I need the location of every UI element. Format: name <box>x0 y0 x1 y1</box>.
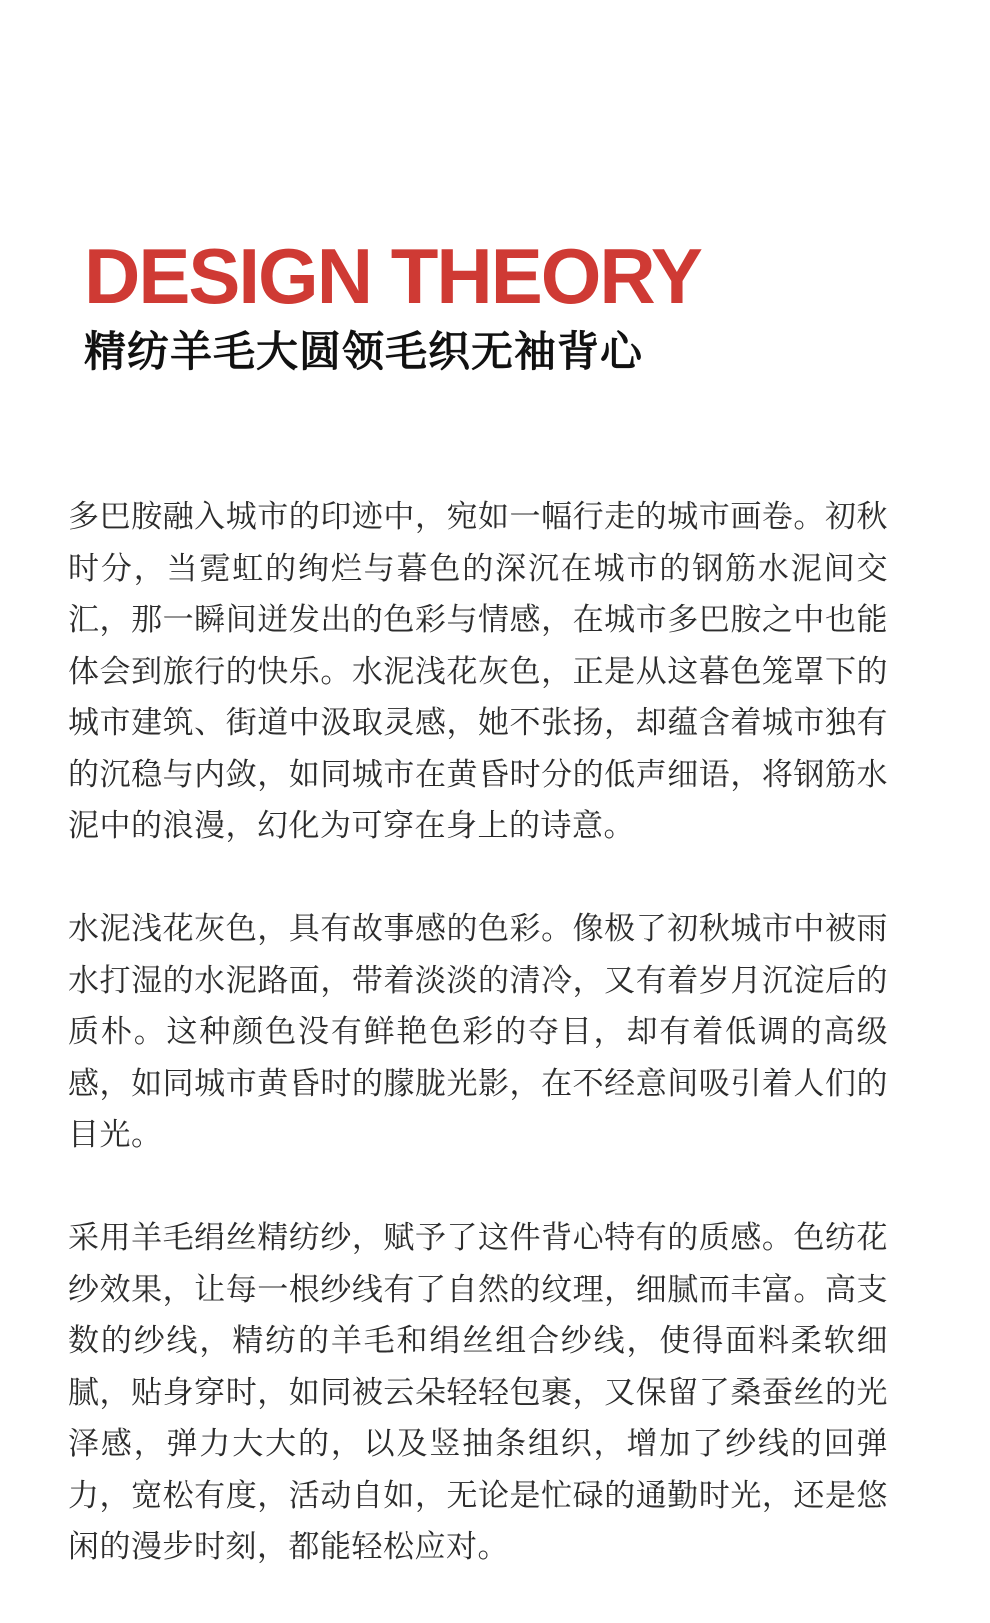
product-name-heading: 精纺羊毛大圆领毛织无袖背心 <box>84 327 644 376</box>
paragraph-color-story: 水泥浅花灰色，具有故事感的色彩。像极了初秋城市中被雨水打湿的水泥路面，带着淡淡的清冷，又有着岁月沉淀后的质朴。这种颜色没有鲜艳色彩的夺目，却有着低调的高级感，如同城市黄昏时的朦胧光影，在不经意间吸引着人们的目光。 <box>68 911 888 1153</box>
paragraph-fabric-quality: 采用羊毛绢丝精纺纱，赋予了这件背心特有的质感。色纺花纱效果，让每一根纱线有了自然的纹理，细腻而丰富。高支数的纱线，精纺的羊毛和绢丝组合纱线，使得面料柔软细腻，贴身穿时，如同被云朵轻轻包裹，又保留了桑蚕丝的光泽感，弹力大大的，以及竖抽条组织，增加了纱线的回弹力，宽松有度，活动自如，无论是忙碌的通勤时光，还是悠闲的漫步时刻，都能轻松应对。 <box>68 1220 888 1565</box>
paragraph-city-inspiration: 多巴胺融入城市的印迹中，宛如一幅行走的城市画卷。初秋时分，当霓虹的绚烂与暮色的深沉在城市的钢筋水泥间交汇，那一瞬间迸发出的色彩与情感，在城市多巴胺之中也能体会到旅行的快乐。水泥浅花灰色，正是从这暮色笼罩下的城市建筑、街道中汲取灵感，她不张扬，却蕴含着城市独有的沉稳与内敛，如同城市在黄昏时分的低声细语，将钢筋水泥中的浪漫，幻化为可穿在身上的诗意。 <box>68 499 888 844</box>
description-body <box>68 492 888 1574</box>
design-theory-title: DESIGN THEORY <box>84 232 701 320</box>
heading-block <box>84 232 944 382</box>
